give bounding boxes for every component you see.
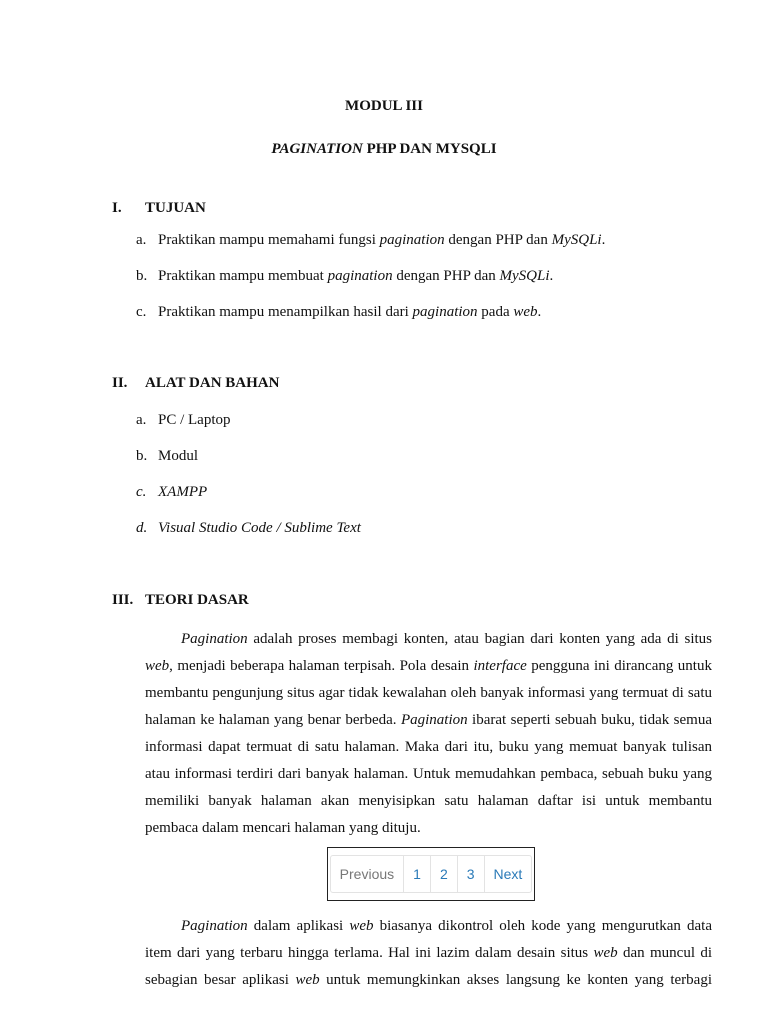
paragraph-line bbox=[145, 761, 712, 788]
list-item bbox=[136, 304, 541, 321]
paragraph-line bbox=[145, 707, 712, 734]
paragraph-line bbox=[145, 815, 712, 842]
section-title: TUJUAN bbox=[145, 200, 206, 216]
list-item bbox=[136, 268, 553, 285]
text-italic: Pagination bbox=[181, 631, 248, 647]
text: dalam aplikasi bbox=[247, 918, 350, 934]
section-heading-teori-dasar bbox=[112, 592, 249, 609]
text: . bbox=[601, 232, 606, 248]
list-item bbox=[136, 448, 198, 465]
pagination-page-1[interactable]: 1 bbox=[404, 856, 431, 892]
paragraph-teori-2 bbox=[145, 913, 712, 994]
paragraph-teori-1 bbox=[145, 626, 712, 842]
pagination-page-2[interactable]: 2 bbox=[431, 856, 458, 892]
document-subtitle bbox=[0, 141, 768, 158]
text: XAMPP bbox=[158, 484, 208, 500]
text: adalah proses membagi konten, atau bagian dari konten yang ada di situs bbox=[247, 631, 712, 647]
pagination-next-button[interactable]: Next bbox=[493, 866, 523, 882]
text: informasi dapat termuat di satu halaman. Maka dari itu, buku yang memuat banyak tulisan bbox=[145, 739, 712, 755]
section-number: I. bbox=[112, 200, 122, 216]
list-label: b. bbox=[136, 268, 148, 284]
list-label: c. bbox=[136, 304, 147, 320]
paragraph-line bbox=[145, 967, 712, 994]
text: membantu pengunjung situs agar tidak kewalahan oleh banyak informasi yang termuat di satu bbox=[145, 685, 712, 701]
text: pengguna ini dirancang untuk bbox=[526, 658, 712, 674]
text-italic: web bbox=[513, 304, 538, 320]
text-italic: Pagination bbox=[181, 918, 248, 934]
text: PC / Laptop bbox=[158, 412, 231, 428]
list-item bbox=[136, 412, 231, 429]
pagination-previous-button[interactable]: Previous bbox=[331, 856, 404, 892]
list-item bbox=[136, 232, 605, 249]
list-label: d. bbox=[136, 520, 148, 536]
text: pada bbox=[477, 304, 514, 320]
text: . bbox=[537, 304, 542, 320]
section-heading-tujuan bbox=[112, 200, 206, 217]
text: memiliki banyak halaman akan menyisipkan satu halaman daftar isi untuk membantu bbox=[145, 793, 712, 809]
list-label: b. bbox=[136, 448, 148, 464]
text: Praktikan mampu menampilkan hasil dari bbox=[158, 304, 413, 320]
section-heading-alat-dan-bahan bbox=[112, 375, 279, 392]
text-italic: web bbox=[593, 945, 618, 961]
text: Praktikan mampu membuat bbox=[158, 268, 328, 284]
text-italic: web bbox=[349, 918, 374, 934]
text: sebagian besar aplikasi bbox=[145, 972, 296, 988]
text: item dari yang terbaru hingga terlama. Hal ini lazim dalam desain situs bbox=[145, 945, 594, 961]
paragraph-line bbox=[145, 653, 712, 680]
text: pembaca dalam mencari halaman yang dituju. bbox=[145, 820, 421, 836]
paragraph-line bbox=[145, 680, 712, 707]
text-italic: pagination bbox=[327, 268, 393, 284]
text: atau informasi terdiri dari banyak halaman. Untuk memudahkan pembaca, sebuah buku yang bbox=[145, 766, 712, 782]
text: ibarat seperti sebuah buku, tidak semua bbox=[467, 712, 712, 728]
section-title: ALAT DAN BAHAN bbox=[145, 375, 280, 391]
paragraph-line bbox=[145, 940, 712, 967]
text-italic: web bbox=[145, 658, 170, 674]
list-item bbox=[136, 520, 361, 537]
text: dengan PHP dan bbox=[444, 232, 552, 248]
text-italic: Pagination bbox=[400, 712, 468, 728]
text-italic: MySQLi bbox=[499, 268, 550, 284]
text: dengan PHP dan bbox=[392, 268, 500, 284]
text: . bbox=[549, 268, 554, 284]
list-label: a. bbox=[136, 412, 147, 428]
text: Praktikan mampu memahami fungsi bbox=[158, 232, 380, 248]
paragraph-line bbox=[145, 626, 712, 653]
subtitle-italic: PAGINATION bbox=[271, 141, 363, 157]
list-item bbox=[136, 484, 207, 501]
text-italic: MySQLi bbox=[551, 232, 602, 248]
text: biasanya dikontrol oleh kode yang mengurutkan data bbox=[373, 918, 712, 934]
text: , menjadi beberapa halaman terpisah. Pola desain bbox=[169, 658, 474, 674]
section-title: TEORI DASAR bbox=[145, 592, 249, 608]
text: Modul bbox=[158, 448, 199, 464]
paragraph-line bbox=[145, 913, 712, 940]
pagination-control bbox=[330, 855, 533, 893]
section-number: II. bbox=[112, 375, 128, 391]
text: halaman ke halaman yang benar berbeda. bbox=[145, 712, 401, 728]
text-italic: interface bbox=[473, 658, 527, 674]
pagination-page-3[interactable]: 3 bbox=[458, 856, 485, 892]
document-title: MODUL III bbox=[345, 98, 423, 114]
text-italic: web bbox=[295, 972, 320, 988]
text-italic: pagination bbox=[379, 232, 445, 248]
text: dan muncul di bbox=[617, 945, 712, 961]
paragraph-line bbox=[145, 734, 712, 761]
section-number: III. bbox=[112, 592, 134, 608]
pagination-figure bbox=[327, 847, 535, 901]
subtitle-rest: PHP DAN MYSQLI bbox=[362, 141, 497, 157]
text: Visual Studio Code / Sublime Text bbox=[158, 520, 361, 536]
list-label: c. bbox=[136, 484, 147, 500]
paragraph-line bbox=[145, 788, 712, 815]
text-italic: pagination bbox=[412, 304, 478, 320]
list-label: a. bbox=[136, 232, 147, 248]
text: untuk memungkinkan akses langsung ke konten yang terbagi bbox=[319, 972, 712, 988]
